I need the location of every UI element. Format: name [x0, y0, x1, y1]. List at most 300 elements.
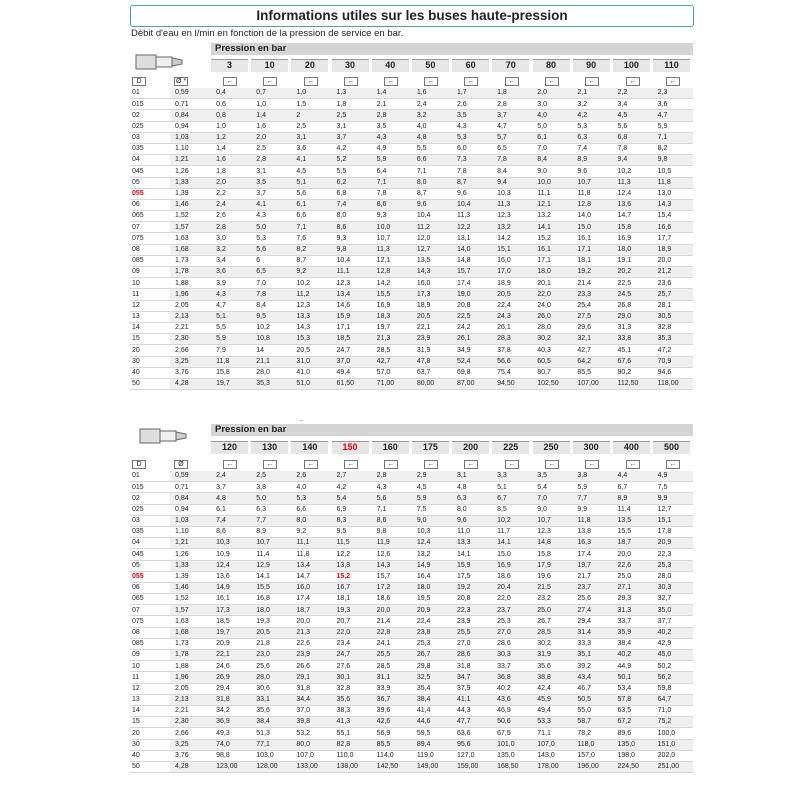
flow-cell: 47,8: [412, 356, 452, 367]
flow-cell: 8,0: [452, 504, 492, 515]
size-cell: 13: [130, 311, 170, 322]
diameter-cell: 0,84: [170, 493, 211, 504]
flow-cell: 12,4: [412, 538, 452, 549]
flow-cell: 25,3: [492, 616, 532, 627]
size-cell: 10: [130, 661, 170, 672]
flow-arrow-icon: ←: [545, 77, 559, 86]
flow-cell: 24,7: [332, 345, 372, 356]
flow-cell: 11,8: [572, 188, 612, 199]
flow-cell: 10,9: [211, 549, 251, 560]
flow-cell: 9,8: [372, 526, 412, 537]
flow-cell: 9,9: [572, 504, 612, 515]
flow-cell: 19,7: [211, 627, 251, 638]
flow-cell: 3,1: [291, 132, 331, 143]
flow-cell: 6,6: [291, 504, 331, 515]
flow-cell: 23,9: [452, 616, 492, 627]
table-row: [130, 526, 693, 537]
flow-cell: 22,4: [492, 300, 532, 311]
flow-cell: 8,6: [372, 199, 412, 210]
flow-cell: 89,4: [412, 739, 452, 750]
flow-cell: 4,2: [572, 110, 612, 121]
flow-cell: 107,00: [572, 378, 612, 389]
flow-cell: 2,5: [251, 471, 291, 482]
flow-cell: 26,7: [412, 650, 452, 661]
flow-cell: 12,3: [532, 526, 572, 537]
flow-arrow-icon: ←: [666, 460, 680, 469]
diameter-cell: 1,52: [170, 594, 211, 605]
flow-cell: 11,1: [532, 188, 572, 199]
table-row: [130, 728, 693, 739]
flow-cell: 19,1: [613, 255, 653, 266]
flow-cell: 142,50: [372, 761, 412, 772]
flow-cell: 41,3: [332, 717, 372, 728]
flow-cell: 27,5: [572, 311, 612, 322]
flow-cell: 25,4: [572, 300, 612, 311]
flow-cell: 21,7: [572, 571, 612, 582]
flow-cell: 24,3: [492, 311, 532, 322]
flow-cell: 49,4: [532, 705, 572, 716]
flow-cell: 16,4: [412, 571, 452, 582]
size-cell: 065: [130, 594, 170, 605]
table-row: [130, 605, 693, 616]
table-row: [130, 650, 693, 661]
flow-cell: 14,3: [291, 322, 331, 333]
flow-cell: 6,3: [251, 504, 291, 515]
flow-cell: 7,4: [332, 199, 372, 210]
table-row: [130, 378, 693, 389]
flow-cell: 118,0: [572, 739, 612, 750]
pressure-header-1: Pression en bar: [211, 43, 693, 55]
flow-cell: 8,4: [251, 300, 291, 311]
flow-cell: 35,3: [251, 378, 291, 389]
flow-cell: 22,0: [332, 627, 372, 638]
diameter-cell: 1,03: [170, 132, 211, 143]
flow-cell: 14,7: [291, 571, 331, 582]
flow-cell: 80,7: [532, 367, 572, 378]
pressure-225: 225: [492, 441, 529, 454]
flow-cell: 8,2: [291, 244, 331, 255]
page-subtitle: Débit d'eau en l/min en fonction de la pression de service en bar.: [131, 28, 404, 39]
flow-cell: 10,2: [291, 278, 331, 289]
flow-cell: 64,2: [572, 356, 612, 367]
flow-cell: 10,2: [613, 166, 653, 177]
flow-arrow-icon: ←: [505, 460, 519, 469]
flow-cell: 0,7: [251, 88, 291, 99]
flow-cell: 18,9: [412, 300, 452, 311]
flow-cell: 29,8: [412, 661, 452, 672]
pressure-120: 120: [211, 441, 248, 454]
table-row: [130, 493, 693, 504]
flow-cell: 15,0: [492, 549, 532, 560]
size-cell: 10: [130, 278, 170, 289]
flow-cell: 42,6: [372, 717, 412, 728]
flow-cell: 1,6: [412, 88, 452, 99]
size-cell: 045: [130, 166, 170, 177]
table-row: [130, 211, 693, 222]
flow-cell: 17,4: [572, 549, 612, 560]
flow-cell: 13,4: [332, 289, 372, 300]
flow-table-1: [130, 88, 693, 390]
flow-cell: 31,3: [613, 605, 653, 616]
diameter-cell: 2,21: [170, 705, 211, 716]
flow-cell: 123,00: [211, 761, 251, 772]
flow-cell: 36,7: [372, 694, 412, 705]
flow-cell: 17,7: [653, 233, 693, 244]
flow-arrow-icon: ←: [424, 460, 438, 469]
flow-cell: 18,5: [332, 334, 372, 345]
flow-cell: 5,6: [613, 121, 653, 132]
flow-cell: 22,5: [613, 278, 653, 289]
icon-row-1: [130, 77, 693, 87]
flow-cell: 2,6: [291, 471, 331, 482]
flow-cell: 15,8: [532, 549, 572, 560]
flow-cell: 16,9: [613, 233, 653, 244]
flow-arrow-icon: ←: [223, 77, 237, 86]
flow-cell: 8,9: [613, 493, 653, 504]
flow-cell: 8,7: [452, 177, 492, 188]
flow-cell: 11,4: [251, 549, 291, 560]
flow-cell: 33,7: [492, 661, 532, 672]
size-cell: 03: [130, 132, 170, 143]
pressure-100: 100: [613, 59, 650, 72]
size-cell: 06: [130, 582, 170, 593]
diameter-cell: 0,94: [170, 121, 211, 132]
flow-cell: 16,1: [211, 594, 251, 605]
flow-cell: 15,0: [572, 222, 612, 233]
flow-cell: 15,4: [653, 211, 693, 222]
flow-cell: 6,3: [452, 493, 492, 504]
flow-cell: 2,5: [291, 121, 331, 132]
diameter-cell: 1,57: [170, 222, 211, 233]
flow-cell: 4,3: [372, 482, 412, 493]
table-row: [130, 121, 693, 132]
flow-cell: 9,4: [492, 177, 532, 188]
table-row: [130, 582, 693, 593]
diameter-cell: 1,26: [170, 549, 211, 560]
flow-cell: 20,8: [452, 594, 492, 605]
flow-cell: 3,1: [452, 471, 492, 482]
flow-cell: 17,8: [653, 526, 693, 537]
flow-cell: 21,4: [372, 616, 412, 627]
flow-cell: 11,8: [291, 549, 331, 560]
flow-cell: 5,3: [572, 121, 612, 132]
pressure-175: 175: [412, 441, 449, 454]
flow-cell: 94,50: [492, 378, 532, 389]
diameter-cell: 2,30: [170, 334, 211, 345]
flow-cell: 50,5: [572, 694, 612, 705]
flow-cell: 2,1: [372, 99, 412, 110]
flow-cell: 23,3: [572, 289, 612, 300]
size-cell: 06: [130, 199, 170, 210]
flow-cell: 4,2: [332, 482, 372, 493]
pressure-header-2: Pression en bar: [211, 424, 693, 436]
flow-cell: 3,2: [572, 99, 612, 110]
flow-cell: 1,2: [211, 132, 251, 143]
flow-cell: 19,6: [532, 571, 572, 582]
flow-cell: 5,7: [492, 132, 532, 143]
size-cell: 045: [130, 549, 170, 560]
flow-cell: 5,1: [492, 482, 532, 493]
size-cell: 075: [130, 616, 170, 627]
size-cell: 15: [130, 334, 170, 345]
flow-cell: 55,1: [332, 728, 372, 739]
table-row: [130, 311, 693, 322]
flow-cell: 30,5: [653, 311, 693, 322]
diameter-cell: 1,46: [170, 199, 211, 210]
diameter-cell: 2,13: [170, 311, 211, 322]
flow-arrow-icon: ←: [585, 460, 599, 469]
flow-cell: 30,3: [492, 650, 532, 661]
flow-cell: 6,1: [532, 132, 572, 143]
flow-cell: 16,3: [572, 538, 612, 549]
flow-cell: 13,4: [291, 560, 331, 571]
pressure-110: 110: [653, 59, 690, 72]
table-row: [130, 761, 693, 772]
flow-cell: 4,9: [372, 143, 412, 154]
size-cell: 07: [130, 222, 170, 233]
flow-cell: 40,2: [653, 627, 693, 638]
flow-cell: 101,0: [492, 739, 532, 750]
diameter-cell: 1,68: [170, 244, 211, 255]
flow-cell: 14,9: [211, 582, 251, 593]
flow-cell: 14,9: [412, 560, 452, 571]
flow-cell: 44,3: [452, 705, 492, 716]
flow-cell: 49,4: [332, 367, 372, 378]
flow-cell: 1,4: [372, 88, 412, 99]
flow-cell: 35,6: [251, 705, 291, 716]
flow-cell: 11,2: [291, 289, 331, 300]
flow-cell: 37,9: [452, 683, 492, 694]
flow-cell: 20,2: [613, 267, 653, 278]
flow-cell: 7,1: [372, 504, 412, 515]
flow-cell: 45,1: [613, 345, 653, 356]
pressure-160: 160: [372, 441, 409, 454]
flow-cell: 9,6: [412, 199, 452, 210]
table-row: [130, 594, 693, 605]
flow-cell: 26,9: [211, 672, 251, 683]
flow-cell: 119,0: [412, 750, 452, 761]
diameter-cell: 1,33: [170, 177, 211, 188]
diameter-cell: 1,96: [170, 672, 211, 683]
flow-cell: 25,5: [452, 627, 492, 638]
flow-cell: 12,4: [613, 188, 653, 199]
flow-cell: 31,9: [412, 345, 452, 356]
flow-cell: 28,6: [452, 650, 492, 661]
flow-cell: 29,1: [291, 672, 331, 683]
flow-cell: 47,2: [653, 345, 693, 356]
flow-cell: 31,0: [291, 356, 331, 367]
flow-cell: 3,5: [532, 471, 572, 482]
flow-cell: 6,6: [412, 155, 452, 166]
diameter-cell: 1,03: [170, 515, 211, 526]
size-code-icon: D: [132, 77, 146, 86]
flow-cell: 13,3: [452, 538, 492, 549]
flow-cell: 63,6: [452, 728, 492, 739]
flow-cell: 2,0: [211, 177, 251, 188]
flow-cell: 8,4: [532, 155, 572, 166]
flow-cell: 41,0: [291, 367, 331, 378]
size-cell: 30: [130, 356, 170, 367]
separator-dot: .: [300, 414, 303, 423]
flow-cell: 35,9: [613, 627, 653, 638]
flow-cell: 17,4: [452, 278, 492, 289]
flow-cell: 12,1: [532, 199, 572, 210]
flow-cell: 2,2: [613, 88, 653, 99]
diameter-cell: 1,39: [170, 571, 211, 582]
flow-cell: 9,6: [572, 166, 612, 177]
flow-cell: 3,3: [492, 471, 532, 482]
table-row: [130, 661, 693, 672]
flow-cell: 4,1: [291, 155, 331, 166]
flow-cell: 14,1: [532, 222, 572, 233]
flow-cell: 19,5: [412, 594, 452, 605]
flow-cell: 18,0: [412, 582, 452, 593]
flow-cell: 3,8: [251, 482, 291, 493]
flow-cell: 22,8: [372, 627, 412, 638]
flow-cell: 50,6: [492, 717, 532, 728]
flow-cell: 30,3: [653, 582, 693, 593]
flow-cell: 39,2: [572, 661, 612, 672]
flow-cell: 42,7: [572, 345, 612, 356]
flow-cell: 34,9: [452, 345, 492, 356]
flow-cell: 16,9: [372, 300, 412, 311]
flow-cell: 11,3: [613, 177, 653, 188]
flow-cell: 9,9: [653, 493, 693, 504]
flow-cell: 14,1: [251, 571, 291, 582]
flow-cell: 10,0: [532, 177, 572, 188]
diameter-icon: Ø: [174, 460, 188, 469]
pressure-3: 3: [211, 59, 248, 72]
flow-cell: 14,8: [452, 255, 492, 266]
flow-cell: 28,6: [492, 638, 532, 649]
flow-cell: 71,00: [372, 378, 412, 389]
flow-cell: 224,50: [613, 761, 653, 772]
size-cell: 03: [130, 515, 170, 526]
flow-cell: 118,00: [653, 378, 693, 389]
flow-cell: 7,7: [251, 515, 291, 526]
flow-cell: 9,6: [452, 515, 492, 526]
flow-cell: 51,3: [251, 728, 291, 739]
flow-cell: 19,7: [572, 560, 612, 571]
flow-cell: 22,3: [452, 605, 492, 616]
flow-arrow-icon: ←: [505, 77, 519, 86]
flow-cell: 4,8: [211, 493, 251, 504]
flow-cell: 4,0: [532, 110, 572, 121]
flow-cell: 4,7: [211, 300, 251, 311]
flow-cell: 31,3: [613, 322, 653, 333]
flow-cell: 14,6: [332, 300, 372, 311]
flow-arrow-icon: ←: [344, 77, 358, 86]
flow-cell: 2,8: [372, 110, 412, 121]
diameter-cell: 2,21: [170, 322, 211, 333]
flow-cell: 38,4: [613, 638, 653, 649]
flow-cell: 1,4: [251, 110, 291, 121]
flow-cell: 8,0: [412, 177, 452, 188]
flow-cell: 6,6: [291, 211, 331, 222]
size-cell: 025: [130, 504, 170, 515]
flow-cell: 9,5: [332, 526, 372, 537]
diameter-cell: 3,25: [170, 356, 211, 367]
flow-arrow-icon: ←: [626, 460, 640, 469]
flow-cell: 20,7: [332, 616, 372, 627]
size-cell: 09: [130, 267, 170, 278]
flow-cell: 11,3: [372, 244, 412, 255]
flow-cell: 7,4: [572, 143, 612, 154]
flow-cell: 7,1: [372, 177, 412, 188]
flow-cell: 8,6: [332, 222, 372, 233]
flow-cell: 13,2: [412, 549, 452, 560]
flow-cell: 38,4: [251, 717, 291, 728]
flow-cell: 103,0: [251, 750, 291, 761]
flow-cell: 110,0: [332, 750, 372, 761]
flow-cell: 21,3: [372, 334, 412, 345]
flow-cell: 15,9: [332, 311, 372, 322]
flow-cell: 5,9: [653, 121, 693, 132]
size-cell: 015: [130, 99, 170, 110]
flow-cell: 17,5: [452, 571, 492, 582]
flow-cell: 16,0: [291, 582, 331, 593]
flow-cell: 22,4: [412, 616, 452, 627]
pressure-140: 140: [291, 441, 328, 454]
flow-cell: 14,3: [412, 267, 452, 278]
flow-arrow-icon: ←: [384, 77, 398, 86]
flow-cell: 16,1: [572, 233, 612, 244]
table-row: [130, 672, 693, 683]
flow-cell: 23,4: [332, 638, 372, 649]
flow-cell: 57,8: [613, 694, 653, 705]
table-row: [130, 515, 693, 526]
flow-cell: 42,9: [653, 638, 693, 649]
flow-cell: 9,5: [251, 311, 291, 322]
flow-cell: 90,2: [613, 367, 653, 378]
diameter-cell: 1,96: [170, 289, 211, 300]
flow-cell: 3,6: [653, 99, 693, 110]
flow-cell: 35,3: [653, 334, 693, 345]
flow-cell: 21,3: [291, 627, 331, 638]
diameter-cell: 1,21: [170, 538, 211, 549]
pressure-60: 60: [452, 59, 489, 72]
flow-cell: 34,4: [291, 694, 331, 705]
flow-cell: 6,0: [452, 143, 492, 154]
flow-cell: 28,0: [532, 322, 572, 333]
flow-cell: 14: [251, 345, 291, 356]
flow-cell: 7,9: [211, 345, 251, 356]
table-row: [130, 367, 693, 378]
flow-cell: 6,9: [332, 504, 372, 515]
table-row: [130, 99, 693, 110]
flow-cell: 18,0: [251, 605, 291, 616]
table-row: [130, 155, 693, 166]
flow-arrow-icon: ←: [223, 460, 237, 469]
flow-cell: 75,2: [653, 717, 693, 728]
flow-cell: 9,3: [372, 211, 412, 222]
flow-cell: 12,9: [251, 560, 291, 571]
flow-cell: 9,2: [291, 526, 331, 537]
flow-cell: 143,0: [532, 750, 572, 761]
size-cell: 50: [130, 378, 170, 389]
flow-cell: 14,8: [532, 538, 572, 549]
flow-cell: 24,5: [613, 289, 653, 300]
flow-cell: 5,3: [452, 132, 492, 143]
flow-cell: 30,1: [332, 672, 372, 683]
flow-cell: 9,0: [532, 504, 572, 515]
flow-cell: 251,00: [653, 761, 693, 772]
size-cell: 40: [130, 367, 170, 378]
size-cell: 09: [130, 650, 170, 661]
flow-cell: 22,5: [452, 311, 492, 322]
flow-cell: 30,2: [532, 638, 572, 649]
flow-arrow-icon: ←: [263, 460, 277, 469]
